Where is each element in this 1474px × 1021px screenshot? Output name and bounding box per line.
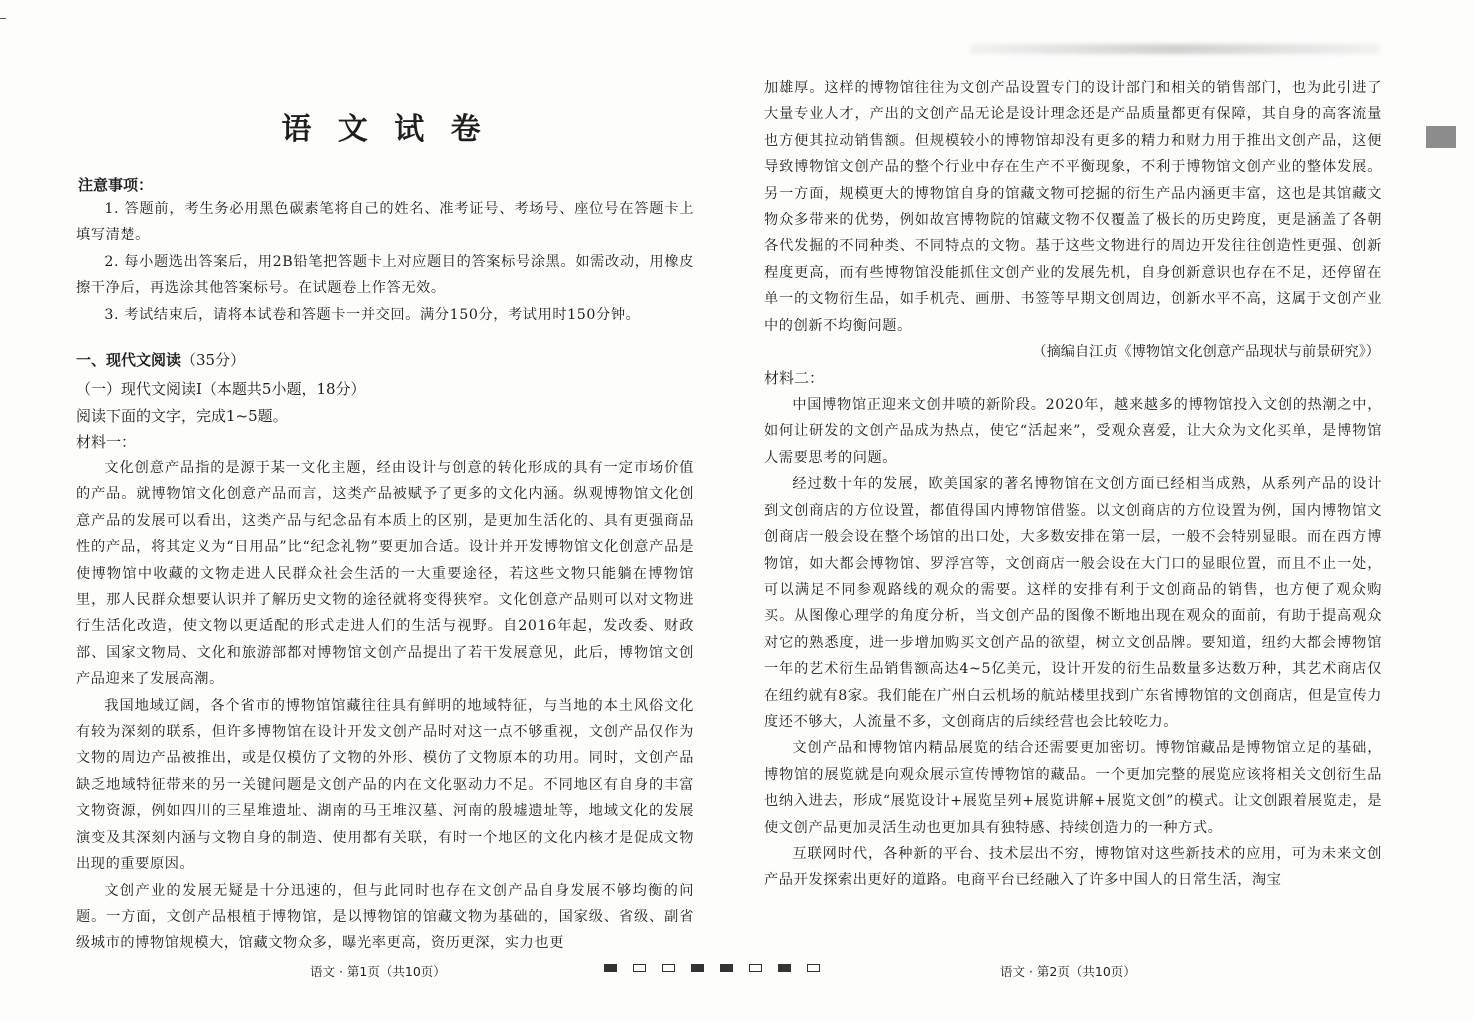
source-citation: （摘编自江贞《博物馆文化创意产品现状与前景研究》） bbox=[1032, 344, 1380, 361]
exam-title: 语 文 试 卷 bbox=[281, 112, 489, 147]
reading-instruction: 阅读下面的文字，完成1~5题。 bbox=[76, 406, 288, 425]
registration-mark bbox=[720, 964, 733, 972]
registration-mark bbox=[662, 964, 675, 972]
section-intro bbox=[76, 376, 694, 456]
registration-mark bbox=[633, 964, 646, 972]
notice-item: 2. 每小题选出答案后，用2B铅笔把答题卡上对应题目的答案标号涂黑。如需改动，用橡皮擦干净后，再选涂其他答案标号。在试题卷上作答无效。 bbox=[76, 253, 694, 297]
material-label: 材料二： bbox=[764, 369, 825, 388]
material-one-continued bbox=[764, 75, 1382, 894]
notice-item: 1. 答题前，考生务必用黑色碳素笔将自己的姓名、准考证号、考场号、座位号在答题卡上填写清楚。 bbox=[76, 201, 694, 244]
notice-item: 3. 考试结束后，请将本试卷和答题卡一并交回。满分150分，考试用时150分钟。 bbox=[104, 306, 641, 323]
material-one-body bbox=[76, 455, 694, 957]
right-page bbox=[764, 0, 1382, 1021]
notice-list bbox=[76, 196, 694, 328]
registration-mark bbox=[749, 964, 762, 972]
paragraph: 我国地域辽阔，各个省市的博物馆馆藏往往具有鲜明的地域特征，与当地的本土风俗文化有较为深刻的联系，但许多博物馆在设计开发文创产品时对这一点不够重视，文创产品仅作为文物的周边产品被推出，或是仅模仿了文物的外形、模仿了文物原本的功用。同时，文创产品缺乏地域特征带来的另一关键问题是文创产品的内在文化驱动力不足。不同地区有自身的丰富文物资源，例如四川的三星堆遗址、湖南的马王堆汉墓、河南的殷墟遗址等，地域文化的发展演变及其深刻内涵与文物自身的制造、使用都有关联，有时一个地区的文化内核才是促成文物出现的重要原因。 bbox=[76, 697, 694, 873]
paragraph: 加雄厚。这样的博物馆往往为文创产品设置专门的设计部门和相关的销售部门，也为此引进了大量专业人才，产出的文创产品无论是设计理念还是产品质量都更有保障，其自身的高客流量也方便其拉动销售额。但规模较小的博物馆却没有更多的精力和财力用于推出文创产品，这便导致博物馆文创产品的整个行业中存在生产不平衡现象，不利于博物馆文创产业的整体发展。另一方面，规模更大的博物馆自身的馆藏文物可挖掘的衍生产品内涵更丰富，这也是其馆藏文物众多带来的优势，例如故宫博物院的馆藏文物不仅覆盖了极长的历史跨度，更是涵盖了各朝各代发掘的不同种类、不同特点的文物。基于这些文物进行的周边开发往往创造性更强、创新程度更高，而有些博物馆没能抓住文创产业的发展先机，自身创新意识也存在不足，还停留在单一的文物衍生品，如手机壳、画册、书签等早期文创周边，创新水平不高，这属于文创产业中的创新不均衡问题。 bbox=[764, 80, 1382, 334]
section-heading bbox=[76, 349, 245, 370]
paragraph: 文创产品和博物馆内精品展览的结合还需要更加密切。博物馆藏品是博物馆立足的基础，博物馆的展览就是向观众展示宣传博物馆的藏品。一个更加完整的展览应该将相关文创衍生品也纳入进去，形成“展览设计+展览呈列+展览讲解+展览文创”的模式。让文创跟着展览走，是使文创产品更加灵活生动也更加具有独特感、持续创造力的一种方式。 bbox=[764, 740, 1382, 836]
paragraph: 经过数十年的发展，欧美国家的著名博物馆在文创方面已经相当成熟，从系列产品的设计到文创商店的方位设置，都值得国内博物馆借鉴。以文创商店的方位设置为例，国内博物馆文创商店一般会设在整个场馆的出口处，大多数安排在第一层，一般不会特别显眼。而在西方博物馆，如大都会博物馆、罗浮宫等，文创商店一般会设在大门口的显眼位置，而且不止一处，可以满足不同参观路线的观众的需要。这样的安排有利于文创商品的销售，也方便了观众购买。从图像心理学的角度分析，当文创产品的图像不断地出现在观众的面前，有助于提高观众对它的熟悉度，进一步增加购买文创产品的欲望，树立文创品牌。要知道，纽约大都会博物馆一年的艺术衍生品销售额高达4~5亿美元，设计开发的衍生品数量多达数万种，其艺术商店仅在纽约就有8家。我们能在广州白云机场的航站楼里找到广东省博物馆的文创商店，但是宣传力度还不够大，人流量不多，文创商店的后续经营也会比较吃力。 bbox=[764, 476, 1382, 730]
paragraph: 文创产业的发展无疑是十分迅速的，但与此同时也存在文创产品自身发展不够均衡的问题。一方面，文创产品根植于博物馆，是以博物馆的馆藏文物为基础的，国家级、省级、副省级城市的博物馆规模大，馆藏文物众多，曝光率更高，资历更深，实力也更 bbox=[76, 882, 694, 952]
section-score: （35分） bbox=[181, 351, 246, 369]
scan-side-tab bbox=[1426, 126, 1456, 148]
paragraph: 中国博物馆正迎来文创井喷的新阶段。2020年，越来越多的博物馆投入文创的热潮之中，如何让研发的文创产品成为热点，使它“活起来”，受观众喜爱，让大众为文化买单，是博物馆人需要思考的问题。 bbox=[764, 397, 1382, 466]
subsection-heading: （一）现代文阅读Ⅰ（本题共5小题，18分） bbox=[76, 380, 366, 398]
material-label: 材料一： bbox=[76, 433, 137, 452]
paragraph: 互联网时代，各种新的平台、技术层出不穷，博物馆对这些新技术的应用，可为未来文创产品开发探索出更好的道路。电商平台已经融入了许多中国人的日常生活，淘宝 bbox=[764, 845, 1382, 889]
left-page bbox=[76, 0, 694, 1021]
paragraph: 文化创意产品指的是源于某一文化主题，经由设计与创意的转化形成的具有一定市场价值的产品。就博物馆文化创意产品而言，这类产品被赋予了更多的文化内涵。纵观博物馆文化创意产品的发展可以看出，这类产品与纪念品有本质上的区别，是更加生活化的、具有更强商品性的产品，将其定义为“日用品”比“纪念礼物”要更加合适。设计并开发博物馆文化创意产品是使博物馆中收藏的文物走进人民群众社会生活的一大重要途径，若这些文物只能躺在博物馆里，那人民群众想要认识并了解历史文物的途径就将变得狭窄。文化创意产品则可以对文物进行生活化改造，使文物以更适配的形式走进人们的生活与视野。自2016年起，发改委、财政部、国家文物局、文化和旅游部都对博物馆文创产品提出了若干发展意见，此后，博物馆文创产品迎来了发展高潮。 bbox=[76, 460, 694, 688]
corner-crop-mark bbox=[0, 18, 6, 25]
notice-heading: 注意事项： bbox=[78, 176, 154, 194]
page-footer-right: 语文 · 第2页（共10页） bbox=[1000, 964, 1136, 979]
page-footer-left: 语文 · 第1页（共10页） bbox=[310, 964, 446, 979]
registration-mark bbox=[604, 964, 617, 972]
section-title: 一、现代文阅读 bbox=[76, 351, 182, 369]
registration-mark bbox=[691, 964, 704, 972]
